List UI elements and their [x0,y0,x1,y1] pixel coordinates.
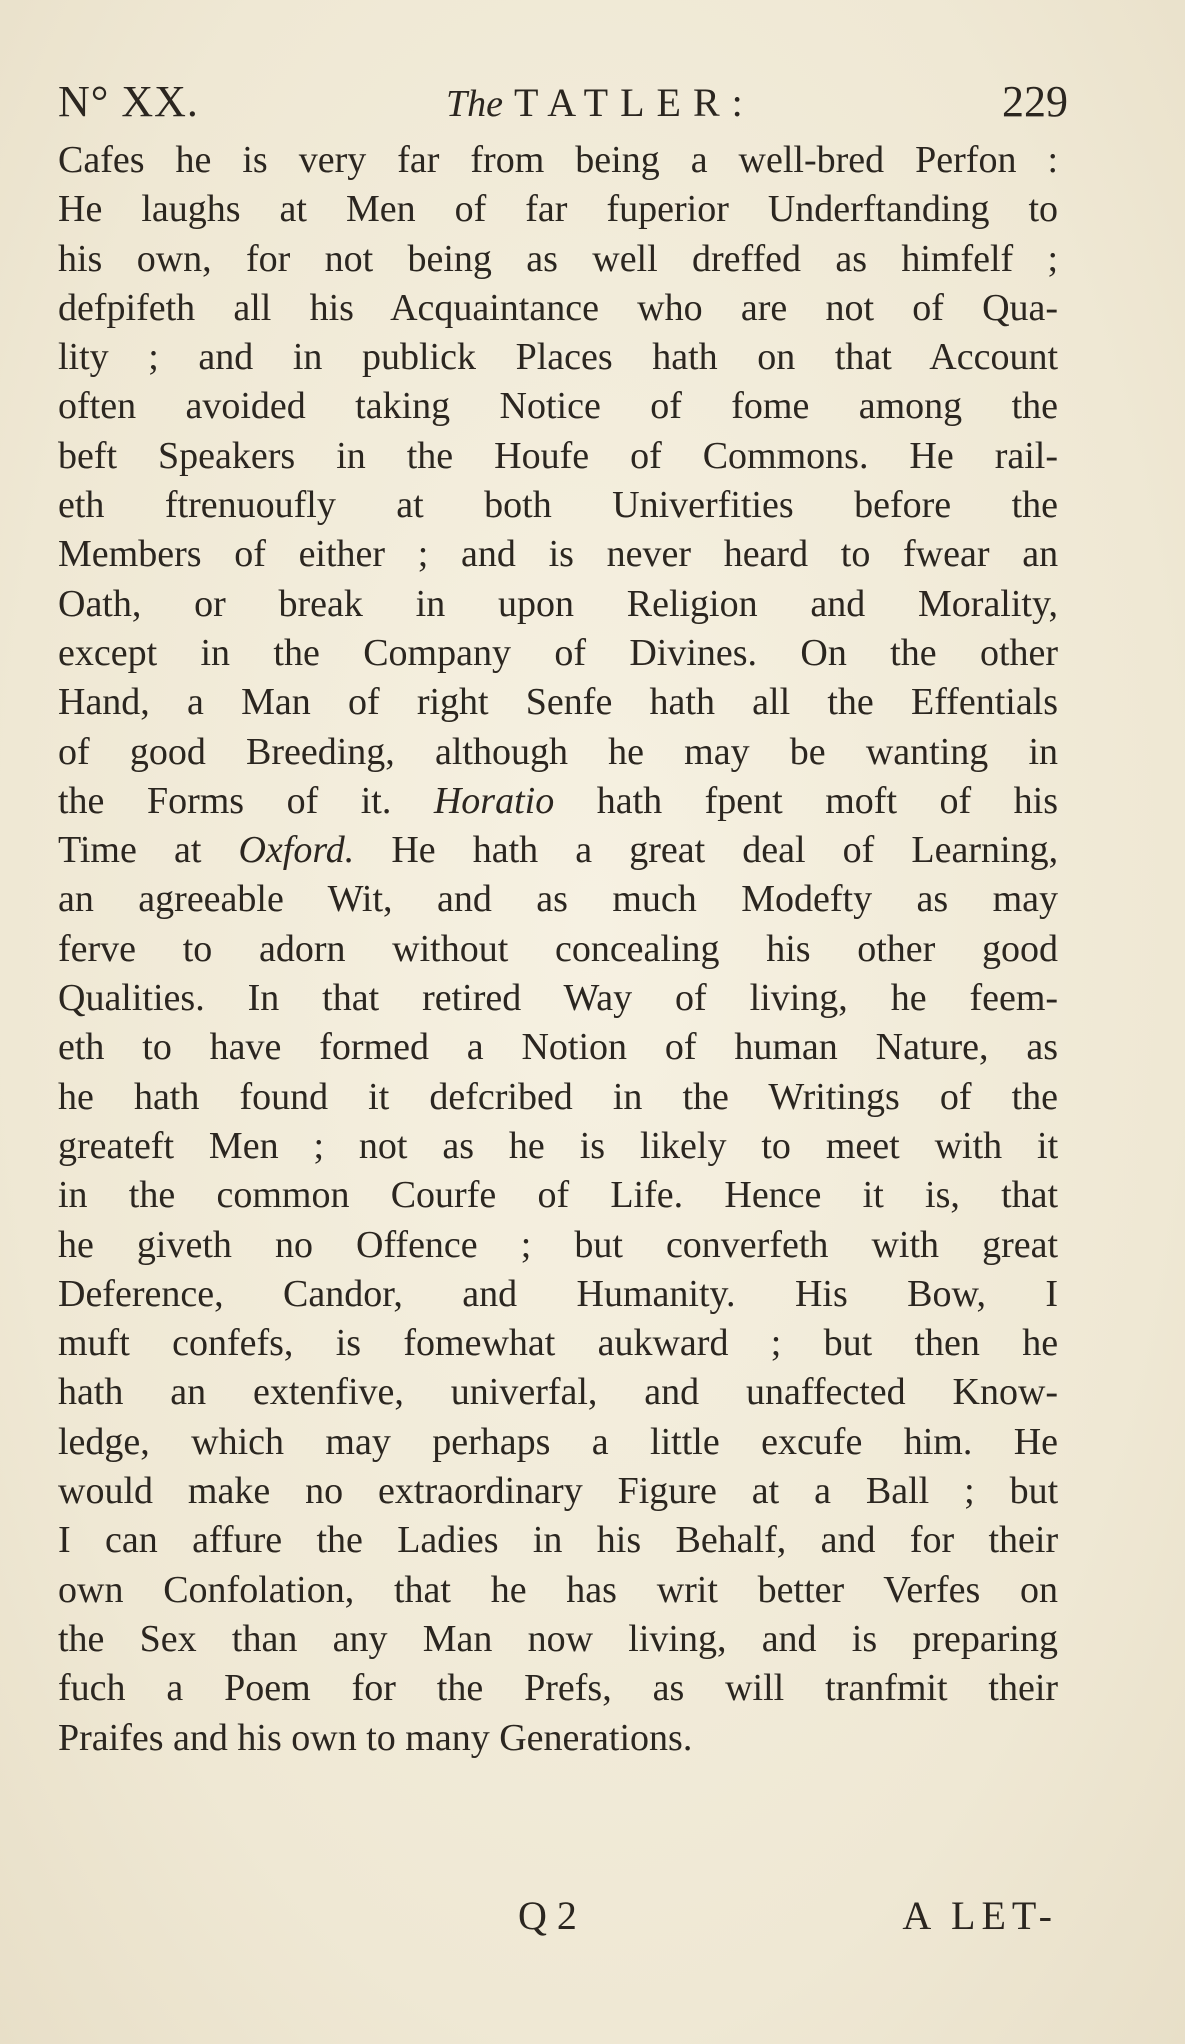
text-line: own Confolation, that he has writ better Verfes on [58,1568,1058,1611]
periodical-title [446,72,755,134]
text-line: lity ; and in publick Places hath on that Account [58,336,1058,379]
text-line: Qualities. In that retired Way of living, he feem- [58,977,1058,1020]
text-line: greateft Men ; not as he is likely to meet with it [58,1124,1058,1167]
text-line: eth ftrenuoufly at both Univerfities before the [58,484,1058,527]
text-line: hath an extenfive, univerfal, and unaffected Know- [58,1371,1058,1414]
text-line: defpifeth all his Acquaintance who are not of Qua- [58,286,1058,329]
text-line: eth to have formed a Notion of human Nature, as [58,1026,1058,1069]
footer-line [58,1886,1058,1946]
text-line: would make no extraordinary Figure at a Ball ; but [58,1470,1058,1513]
text-line: Deference, Candor, and Humanity. His Bow, I [58,1272,1058,1315]
text-line: the Sex than any Man now living, and is preparing [58,1617,1058,1660]
text-line: Hand, a Man of right Senfe hath all the Effentials [58,681,1058,724]
text-line: Members of either ; and is never heard to fwear an [58,533,1058,576]
catchword: A LET- [902,1893,1058,1938]
text-line: of good Breeding, although he may be wanting in [58,730,1058,773]
title-tatler: TATLER: [514,80,755,125]
text-line: Praifes and his own to many Generations. [58,1716,693,1759]
text-line: often avoided taking Notice of fome among the [58,385,1058,428]
text-line: Cafes he is very far from being a well-bred Perfon : [58,139,1058,181]
text-line: ledge, which may perhaps a little excufe him. He [58,1420,1058,1463]
text-line: fuch a Poem for the Prefs, as will tranfmit their [58,1667,1058,1710]
text-line: his own, for not being as well dreffed as himfelf ; [58,237,1058,280]
text-line: he giveth no Offence ; but converfeth with great [58,1223,1058,1266]
text-line: he hath found it defcribed in the Writings of the [58,1075,1058,1118]
body-text [58,136,1058,1763]
text-line: except in the Company of Divines. On the other [58,631,1058,674]
signature-mark: Q 2 [518,1893,577,1938]
text-line: in the common Courfe of Life. Hence it is, that [58,1174,1058,1217]
text-line: I can affure the Ladies in his Behalf, and for their [58,1519,1058,1562]
text-line: ferve to adorn without concealing his other good [58,927,1058,970]
text-line: beft Speakers in the Houfe of Commons. He rail- [58,434,1058,477]
text-line: Oath, or break in upon Religion and Morality, [58,582,1058,625]
issue-number: N° XX. [58,77,199,126]
title-the: The [446,83,503,125]
text-line: an agreeable Wit, and as much Modefty as may [58,878,1058,921]
text-line: He laughs at Men of far fuperior Underftanding to [58,188,1058,231]
page-number: 229 [1002,77,1068,126]
running-head [58,72,1068,132]
text-line: the Forms of it. Horatio hath fpent moft of his [58,779,1058,822]
text-line: muft confefs, is fomewhat aukward ; but then he [58,1322,1058,1365]
text-line: Time at Oxford. He hath a great deal of Learning, [58,829,1058,872]
